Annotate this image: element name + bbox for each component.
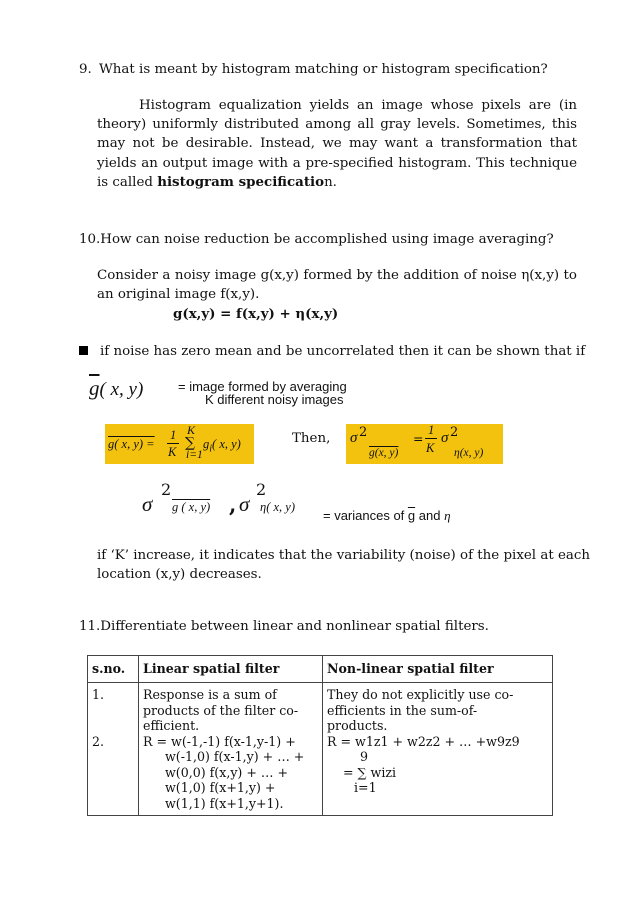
variance-desc-g: $\overline{g}$ [407, 508, 416, 523]
q10-bullet-row [79, 344, 585, 359]
q10-intro-line: Consider a noisy image g(x,y) formed by the addition of noise η(x,y) to [97, 268, 577, 283]
q10-bullet-text: if noise has zero mean and be uncorrelated then it can be shown that if [100, 344, 586, 359]
q9-answer-line: Histogram equalization yields an image whose pixels are (in [139, 98, 577, 113]
q9-number: 9. [79, 62, 92, 77]
variance-desc-eta: η [444, 508, 451, 523]
variance-formula-box [346, 424, 503, 464]
nonlinear-line: products. [327, 718, 388, 733]
q9-question: What is meant by histogram matching or histogram specification? [99, 62, 548, 77]
variance-desc-prefix: = variances of [323, 508, 408, 523]
q9-heading [79, 62, 548, 77]
gbar-description [178, 380, 347, 406]
linear-line: products of the filter co- [143, 702, 299, 718]
variance-power-1: 2 [161, 480, 172, 499]
average-formula-box [105, 424, 254, 464]
row-number: 1. [92, 687, 105, 702]
table-cell-nonlinear [323, 683, 553, 816]
row-number-spacer [92, 718, 134, 734]
variance-desc-and: and [415, 508, 445, 523]
table-cell-linear [139, 683, 323, 816]
row-number: 2. [92, 733, 105, 749]
variance-sub-2: η( x, y) [260, 500, 295, 514]
formula1-frac-den: K [168, 445, 177, 459]
formula1-term [203, 437, 241, 455]
nonlinear-line: i=1 [354, 780, 377, 795]
variance-sub-1: g ( x, y) [172, 500, 211, 514]
gbar-args: ( x, y) [99, 379, 144, 400]
formula2-sigma: σ [350, 430, 358, 446]
q10-conclusion-line: if ‘K’ increase, it indicates that the variability (noise) of the pixel at each [97, 548, 590, 563]
nonlinear-line: 9 [360, 749, 369, 764]
q9-answer-last-line [97, 173, 577, 192]
linear-line: w(1,0) f(x+1,y) + [165, 780, 276, 795]
formula2-rhs-sub: η(x, y) [454, 447, 484, 459]
table-row [88, 683, 553, 816]
square-bullet-icon [79, 346, 88, 355]
formula2-frac-bar [425, 438, 437, 439]
formula1-sub: i [209, 443, 213, 455]
formula1-args: ( x, y) [212, 437, 241, 451]
q9-last-prefix: is called [97, 174, 158, 190]
gbar-g: $\overline{g}$ [89, 376, 100, 400]
linear-line: Response is a sum of [143, 687, 277, 702]
header-sno: s.no. [88, 656, 139, 683]
q10-intro-line: an original image f(x,y). [97, 287, 260, 303]
q10-equation: g(x,y) = f(x,y) + η(x,y) [173, 306, 339, 322]
q10-question: How can noise reduction be accomplished using image averaging? [100, 232, 554, 247]
q10-heading [79, 232, 554, 247]
formula1-sum-top: K [187, 423, 196, 437]
then-label: Then, [292, 431, 331, 446]
formula2-frac-den: K [426, 441, 435, 455]
table-header-row [88, 656, 553, 683]
row-number-spacer [92, 703, 134, 719]
linear-line: efficient. [143, 718, 200, 733]
q9-term-bold: histogram specificatio [157, 173, 325, 190]
linear-line: R = w(-1,-1) f(x-1,y-1) + [143, 733, 296, 749]
q10-conclusion [97, 546, 590, 584]
gbar-symbol [89, 376, 143, 401]
formula1-frac-bar [167, 443, 179, 444]
q10-intro [97, 266, 577, 304]
nonlinear-line: efficients in the sum-of- [327, 702, 478, 718]
formula2-frac-num: 1 [428, 423, 435, 437]
q9-answer-line: theory) uniformly distributed among all gray levels. Sometimes, this [97, 117, 577, 133]
gbar-desc-line2: K different noisy images [205, 392, 344, 407]
formula1-frac-num: 1 [170, 428, 177, 442]
formula2-rhs-sigma: σ [441, 430, 449, 446]
variance-sigma-2: σ [239, 492, 250, 516]
nonlinear-line: R = w1z1 + w2z2 + … +w9z9 [327, 733, 520, 749]
formula1-sum-bottom: i=1 [186, 449, 203, 461]
q9-answer-line: may not be desirable. Instead, we may want a transformation that [97, 136, 577, 152]
linear-line: w(1,1) f(x+1,y+1). [165, 795, 284, 811]
q11-heading [79, 619, 489, 634]
formula2-rhs-power: 2 [450, 425, 459, 440]
q11-number: 11. [79, 619, 101, 634]
header-linear: Linear spatial filter [139, 656, 323, 683]
variance-comma: , [229, 492, 237, 517]
variance-description [323, 508, 451, 524]
nonlinear-line: They do not explicitly use co- [327, 687, 514, 702]
q11-question: Differentiate between linear and nonlinear spatial filters. [100, 619, 489, 634]
variance-sigma-1: σ [142, 492, 153, 516]
gbar-desc-line1: = image formed by averaging [178, 379, 347, 394]
formula2-sub: g(x, y) [369, 447, 399, 459]
q10-conclusion-line: location (x,y) decreases. [97, 567, 262, 583]
q10-number: 10. [79, 232, 101, 247]
formula1-sum-sign: ∑ [185, 435, 195, 451]
formula2-equals: = [413, 431, 424, 446]
linear-line: w(0,0) f(x,y) + … + [165, 764, 289, 780]
q9-last-suffix: n. [324, 174, 337, 190]
linear-line: w(-1,0) f(x-1,y) + … + [165, 749, 305, 764]
table-cell-sno [88, 683, 139, 816]
filter-comparison-table [87, 655, 553, 816]
variances-definition [142, 478, 542, 522]
formula2-power: 2 [359, 425, 368, 440]
nonlinear-line: = ∑ wizi [343, 764, 397, 780]
formula1-lhs: g( x, y) = [108, 437, 155, 451]
q9-answer [97, 96, 577, 192]
formula1-g: g [203, 437, 210, 451]
q9-answer-line: yields an output image with a pre-specified histogram. This technique [97, 155, 577, 171]
variance-power-2: 2 [256, 480, 267, 499]
header-nonlinear: Non-linear spatial filter [323, 656, 553, 683]
